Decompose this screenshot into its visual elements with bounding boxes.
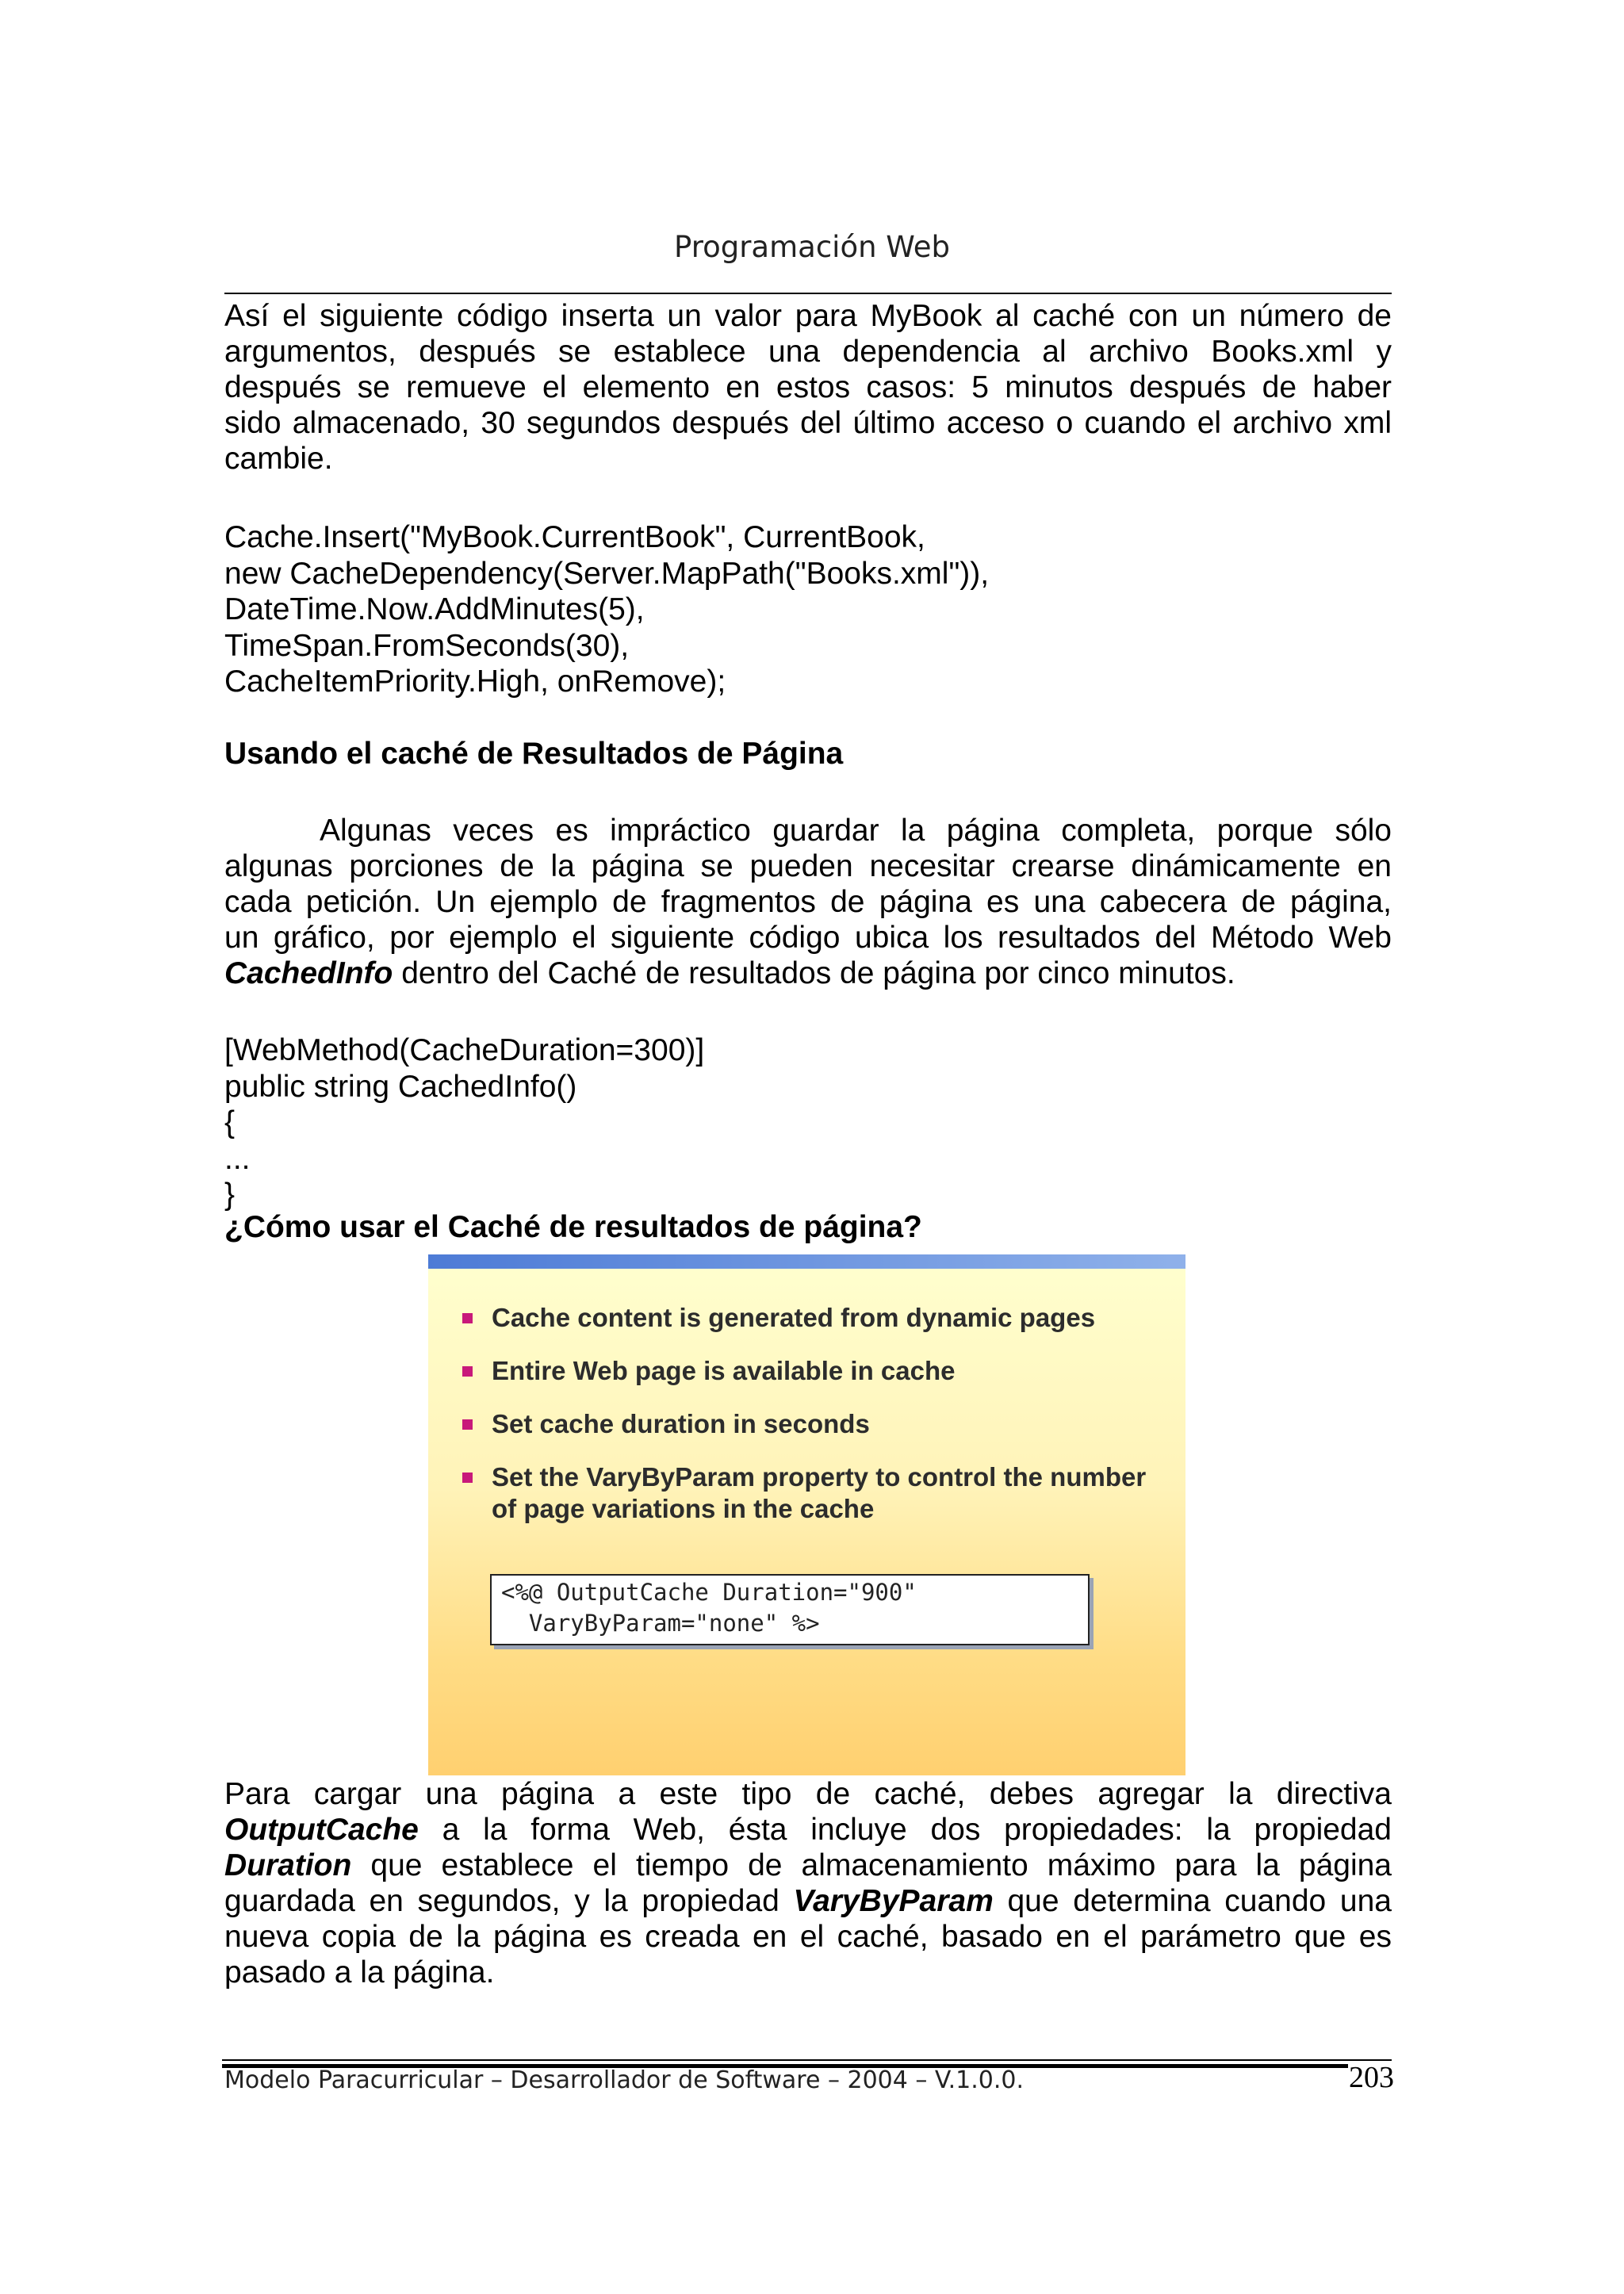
bullet-square-icon <box>462 1313 473 1323</box>
term-duration: Duration <box>224 1848 352 1882</box>
text-line: nueva copia de la página es creada en el caché, basado en el parámetro que es <box>224 1920 1392 1954</box>
text-line: Duration que establece el tiempo de almacenamiento máximo para la página <box>224 1848 1392 1882</box>
text-line: después se remueve el elemento en estos casos: 5 minutos después de haber <box>224 370 1392 404</box>
bullet-square-icon <box>462 1366 473 1377</box>
bullet-square-icon <box>462 1419 473 1430</box>
slide-code-line: VaryByParam="none" %> <box>501 1610 820 1637</box>
code-line: ... <box>224 1141 251 1176</box>
code-block-cache-insert <box>224 519 1392 700</box>
code-block-webmethod <box>224 1032 1392 1213</box>
slide-bullet: Set the VaryByParam property to control the number of page variations in the cache <box>460 1461 1158 1525</box>
slide-bullet: Cache content is generated from dynamic pages <box>460 1302 1158 1334</box>
footer-rule-thin <box>222 2059 1392 2061</box>
code-line: TimeSpan.FromSeconds(30), <box>224 628 630 663</box>
text-line: cambie. <box>224 442 333 476</box>
text-line: OutputCache a la forma Web, ésta incluye dos propiedades: la propiedad <box>224 1813 1392 1847</box>
text-line: un gráfico, por ejemplo el siguiente código ubica los resultados del Método Web <box>224 921 1392 955</box>
text-line: Para cargar una página a este tipo de caché, debes agregar la directiva <box>224 1777 1392 1811</box>
section-heading-output-cache: Usando el caché de Resultados de Página <box>224 737 844 771</box>
code-line: Cache.Insert("MyBook.CurrentBook", CurrentBook, <box>224 520 925 554</box>
code-line: { <box>224 1105 236 1139</box>
slide-figure <box>428 1254 1185 1775</box>
code-line: DateTime.Now.AddMinutes(5), <box>224 592 645 626</box>
section-heading-how-to-use: ¿Cómo usar el Caché de resultados de página? <box>224 1210 922 1244</box>
code-line: [WebMethod(CacheDuration=300)] <box>224 1033 705 1067</box>
text-line: argumentos, después se establece una dependencia al archivo Books.xml y <box>224 335 1392 369</box>
term-outputcache: OutputCache <box>224 1813 419 1847</box>
code-line: CacheItemPriority.High, onRemove); <box>224 664 726 699</box>
text-line <box>224 956 1392 991</box>
slide-code-line: <%@ OutputCache Duration="900" <box>501 1579 917 1606</box>
slide-title-bar <box>428 1254 1185 1269</box>
text-line: Algunas veces es impráctico guardar la página completa, porque sólo <box>320 814 1392 848</box>
text-line: algunas porciones de la página se pueden necesitar crearse dinámicamente en <box>224 849 1392 883</box>
text-line: sido almacenado, 30 segundos después del último acceso o cuando el archivo xml <box>224 406 1392 440</box>
slide-bullet-list <box>460 1302 1158 1546</box>
slide-code-box <box>490 1574 1090 1645</box>
running-header: Programación Web <box>674 230 950 264</box>
text-line: cada petición. Un ejemplo de fragmentos de página es una cabecera de página, <box>224 885 1392 919</box>
intro-paragraph <box>224 298 1392 477</box>
term-cachedinfo: CachedInfo <box>224 956 393 990</box>
paragraph-fragment-caching <box>224 813 1392 991</box>
page-number: 203 <box>1349 2061 1394 2094</box>
bullet-square-icon <box>462 1473 473 1483</box>
code-line: new CacheDependency(Server.MapPath("Books.xml")), <box>224 556 990 591</box>
code-line: public string CachedInfo() <box>224 1069 577 1104</box>
text-fragment: dentro del Caché de resultados de página por cinco minutos. <box>393 956 1235 990</box>
text-line: guardada en segundos, y la propiedad VaryByParam que determina cuando una <box>224 1884 1392 1918</box>
code-line: } <box>224 1178 236 1212</box>
text-line: pasado a la página. <box>224 1955 495 1990</box>
footer-text: Modelo Paracurricular – Desarrollador de Software – 2004 – V.1.0.0. <box>224 2066 1024 2094</box>
slide-bullet: Entire Web page is available in cache <box>460 1355 1158 1387</box>
slide-bullet: Set cache duration in seconds <box>460 1408 1158 1440</box>
term-varybyparam: VaryByParam <box>793 1884 994 1918</box>
header-rule <box>224 293 1392 294</box>
paragraph-output-cache-directive <box>224 1776 1392 1990</box>
text-line: Así el siguiente código inserta un valor para MyBook al caché con un número de <box>224 299 1392 333</box>
